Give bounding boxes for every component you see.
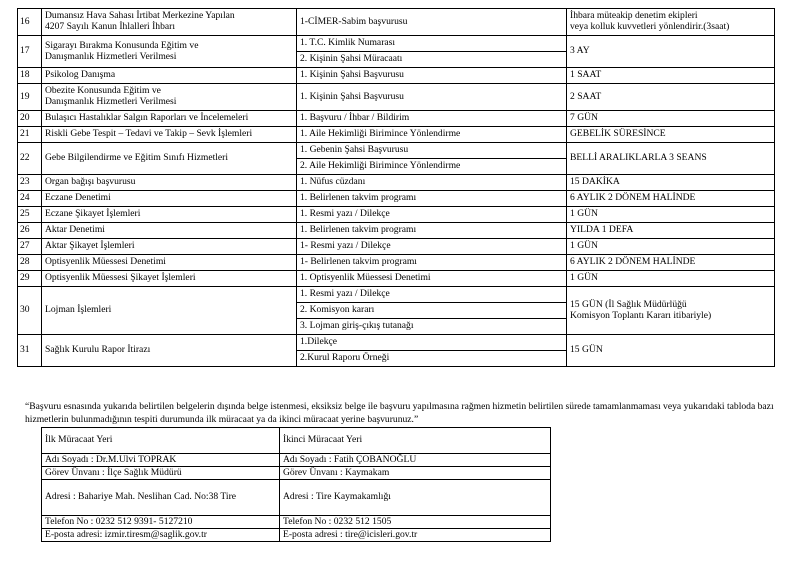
completion-duration-line: 1 GÜN bbox=[570, 272, 598, 284]
required-document: 1. Aile Hekimliği Birimince Yönlendirme bbox=[297, 127, 567, 143]
completion-duration-line: 1 GÜN bbox=[570, 208, 598, 220]
second-contact-name: Adı Soyadı : Fatih ÇOBANOĞLU bbox=[280, 454, 551, 467]
required-document: 2. Komisyon kararı bbox=[297, 303, 567, 319]
completion-duration bbox=[567, 175, 775, 191]
service-name bbox=[42, 287, 297, 335]
first-application-header: İlk Müracaat Yeri bbox=[42, 428, 280, 454]
service-number: 25 bbox=[18, 207, 42, 223]
required-document: 1. Kişinin Şahsi Başvurusu bbox=[297, 68, 567, 84]
required-document: 2. Kişinin Şahsi Müracaatı bbox=[297, 52, 567, 68]
required-document: 1. Nüfus cüzdanı bbox=[297, 175, 567, 191]
second-contact-email: E-posta adresi : tire@icisleri.gov.tr bbox=[280, 529, 551, 542]
first-contact-email: E-posta adresi: izmir.tiresm@saglik.gov.tr bbox=[42, 529, 280, 542]
completion-duration-line: 3 AY bbox=[570, 45, 590, 57]
service-name-line: Danışmanlık Hizmetleri Verilmesi bbox=[45, 96, 177, 107]
service-name bbox=[42, 84, 297, 111]
required-document: 1. Resmi yazı / Dilekçe bbox=[297, 207, 567, 223]
required-document: 1. Resmi yazı / Dilekçe bbox=[297, 287, 567, 303]
contact-address-row bbox=[42, 480, 551, 516]
completion-duration-line: 15 GÜN bbox=[570, 344, 603, 356]
service-name bbox=[42, 175, 297, 191]
service-row bbox=[18, 287, 775, 303]
service-name-line: Organ bağışı başvurusu bbox=[45, 176, 136, 188]
service-name-line: 4207 Sayılı Kanun İhlalleri İhbarı bbox=[45, 21, 176, 32]
service-name bbox=[42, 239, 297, 255]
required-document: 1-CİMER-Sabim başvurusu bbox=[297, 9, 567, 36]
service-number: 16 bbox=[18, 9, 42, 36]
completion-duration bbox=[567, 223, 775, 239]
first-contact-name: Adı Soyadı : Dr.M.Ulvi TOPRAK bbox=[42, 454, 280, 467]
service-name-line: Sağlık Kurulu Rapor İtirazı bbox=[45, 344, 151, 356]
completion-duration bbox=[567, 143, 775, 175]
service-name-line: Aktar Şikayet İşlemleri bbox=[45, 240, 135, 252]
completion-duration-line: Komisyon Toplantı Kararı itibariyle) bbox=[570, 309, 712, 321]
service-row bbox=[18, 36, 775, 52]
completion-duration bbox=[567, 84, 775, 111]
service-number: 23 bbox=[18, 175, 42, 191]
second-contact-title: Görev Ünvanı : Kaymakam bbox=[280, 467, 551, 480]
service-row bbox=[18, 127, 775, 143]
service-number: 27 bbox=[18, 239, 42, 255]
completion-duration-line: GEBELİK SÜRESİNCE bbox=[570, 128, 666, 140]
service-name bbox=[42, 143, 297, 175]
completion-duration-line: 7 GÜN bbox=[570, 112, 598, 124]
required-document: 1. Belirlenen takvim programı bbox=[297, 223, 567, 239]
completion-duration bbox=[567, 68, 775, 84]
service-name-line: Optisyenlik Müessesi Denetimi bbox=[45, 256, 166, 268]
service-number: 31 bbox=[18, 335, 42, 367]
service-number: 17 bbox=[18, 36, 42, 68]
first-contact-title: Görev Ünvanı : İlçe Sağlık Müdürü bbox=[42, 467, 280, 480]
service-name bbox=[42, 255, 297, 271]
service-number: 29 bbox=[18, 271, 42, 287]
service-row bbox=[18, 255, 775, 271]
required-document: 2. Aile Hekimliği Birimince Yönlendirme bbox=[297, 159, 567, 175]
service-name-line: Lojman İşlemleri bbox=[45, 304, 112, 316]
service-name-line: Gebe Bilgilendirme ve Eğitim Sınıfı Hizmetleri bbox=[45, 152, 229, 164]
service-number: 26 bbox=[18, 223, 42, 239]
contact-title-row bbox=[42, 467, 551, 480]
required-document: 1. T.C. Kimlik Numarası bbox=[297, 36, 567, 52]
completion-duration bbox=[567, 207, 775, 223]
service-name-line: Optisyenlik Müessesi Şikayet İşlemleri bbox=[45, 272, 196, 284]
completion-duration-line: 1 GÜN bbox=[570, 240, 598, 252]
completion-duration-line: veya kolluk kuvvetleri yönlendirir.(3saat) bbox=[570, 21, 730, 32]
service-name-line: Riskli Gebe Tespit – Tedavi ve Takip – Sevk İşlemleri bbox=[45, 128, 253, 140]
completion-duration-line: BELLİ ARALIKLARLA 3 SEANS bbox=[570, 152, 707, 164]
service-row bbox=[18, 191, 775, 207]
service-name-line: Eczane Denetimi bbox=[45, 192, 111, 204]
first-contact-phone: Telefon No : 0232 512 9391- 5127210 bbox=[42, 516, 280, 529]
contact-name-row bbox=[42, 454, 551, 467]
service-row bbox=[18, 175, 775, 191]
service-name-line: Eczane Şikayet İşlemleri bbox=[45, 208, 141, 220]
completion-duration-line: 15 GÜN (İl Sağlık Müdürlüğü bbox=[570, 298, 687, 310]
services-table-body bbox=[18, 9, 775, 367]
required-document: 2.Kurul Raporu Örneği bbox=[297, 351, 567, 367]
service-number: 19 bbox=[18, 84, 42, 111]
completion-duration bbox=[567, 335, 775, 367]
second-contact-phone: Telefon No : 0232 512 1505 bbox=[280, 516, 551, 529]
service-row bbox=[18, 335, 775, 351]
required-document: 1- Belirlenen takvim programı bbox=[297, 255, 567, 271]
second-application-header: İkinci Müracaat Yeri bbox=[280, 428, 551, 454]
completion-duration bbox=[567, 111, 775, 127]
service-name-line: Bulaşıcı Hastalıklar Salgın Raporları ve İncelemeleri bbox=[45, 112, 249, 124]
service-name-line: Danışmanlık Hizmetleri Verilmesi bbox=[45, 50, 177, 62]
service-number: 20 bbox=[18, 111, 42, 127]
service-name bbox=[42, 191, 297, 207]
completion-duration bbox=[567, 191, 775, 207]
first-contact-address: Adresi : Bahariye Mah. Neslihan Cad. No:38 Tire bbox=[42, 480, 280, 516]
completion-duration bbox=[567, 287, 775, 335]
completion-duration-line: 1 SAAT bbox=[570, 69, 602, 81]
service-row bbox=[18, 68, 775, 84]
service-row bbox=[18, 223, 775, 239]
required-document: 1. Gebenin Şahsi Başvurusu bbox=[297, 143, 567, 159]
service-number: 18 bbox=[18, 68, 42, 84]
required-document: 1. Belirlenen takvim programı bbox=[297, 191, 567, 207]
contact-email-row bbox=[42, 529, 551, 542]
service-name bbox=[42, 207, 297, 223]
required-document: 1. Başvuru / İhbar / Bildirim bbox=[297, 111, 567, 127]
service-number: 28 bbox=[18, 255, 42, 271]
completion-duration-line: 2 SAAT bbox=[570, 90, 602, 102]
required-document: 1.Dilekçe bbox=[297, 335, 567, 351]
service-row bbox=[18, 207, 775, 223]
service-row bbox=[18, 143, 775, 159]
service-row bbox=[18, 84, 775, 111]
completion-duration bbox=[567, 36, 775, 68]
completion-duration bbox=[567, 255, 775, 271]
service-name bbox=[42, 111, 297, 127]
service-row bbox=[18, 239, 775, 255]
service-number: 24 bbox=[18, 191, 42, 207]
service-row bbox=[18, 271, 775, 287]
required-document: 1. Optisyenlik Müessesi Denetimi bbox=[297, 271, 567, 287]
contact-table bbox=[41, 427, 551, 542]
service-name bbox=[42, 9, 297, 36]
service-name-line: Dumansız Hava Sahası İrtibat Merkezine Yapılan bbox=[45, 10, 235, 22]
second-contact-address: Adresi : Tire Kaymakamlığı bbox=[280, 480, 551, 516]
required-document: 1- Resmi yazı / Dilekçe bbox=[297, 239, 567, 255]
service-name bbox=[42, 223, 297, 239]
completion-duration bbox=[567, 271, 775, 287]
service-name bbox=[42, 127, 297, 143]
service-name-line: Psikolog Danışma bbox=[45, 69, 116, 81]
service-number: 30 bbox=[18, 287, 42, 335]
contact-phone-row bbox=[42, 516, 551, 529]
service-row bbox=[18, 9, 775, 36]
service-name-line: Aktar Denetimi bbox=[45, 224, 105, 236]
contact-header-row bbox=[42, 428, 551, 454]
service-name bbox=[42, 335, 297, 367]
service-name-line: Obezite Konusunda Eğitim ve bbox=[45, 85, 161, 97]
services-table bbox=[17, 8, 775, 367]
completion-duration-line: 6 AYLIK 2 DÖNEM HALİNDE bbox=[570, 192, 696, 204]
application-note: “Başvuru esnasında yukarıda belirtilen belgelerin dışında belge istenmesi, eksiksiz belge ile başvuru yapılmasına rağmen hizmetin belirtilen sürede tamamlanmaması veya yukarıdaki tabloda bazı hizmetlerin bulunmadığının tespiti durumunda ilk müracaat ya da ikinci müracaat yerine başvurunuz.” bbox=[25, 401, 774, 425]
completion-duration bbox=[567, 9, 775, 36]
completion-duration bbox=[567, 127, 775, 143]
service-row bbox=[18, 111, 775, 127]
service-name bbox=[42, 36, 297, 68]
service-number: 21 bbox=[18, 127, 42, 143]
completion-duration-line: İhbara müteakip denetim ekipleri bbox=[570, 10, 698, 22]
service-number: 22 bbox=[18, 143, 42, 175]
completion-duration-line: 6 AYLIK 2 DÖNEM HALİNDE bbox=[570, 256, 696, 268]
required-document: 1. Kişinin Şahsi Başvurusu bbox=[297, 84, 567, 111]
completion-duration bbox=[567, 239, 775, 255]
required-document: 3. Lojman giriş-çıkış tutanağı bbox=[297, 319, 567, 335]
service-name-line: Sigarayı Bırakma Konusunda Eğitim ve bbox=[45, 39, 199, 51]
service-name bbox=[42, 68, 297, 84]
completion-duration-line: YILDA 1 DEFA bbox=[570, 224, 634, 236]
service-name bbox=[42, 271, 297, 287]
completion-duration-line: 15 DAKİKA bbox=[570, 176, 620, 188]
